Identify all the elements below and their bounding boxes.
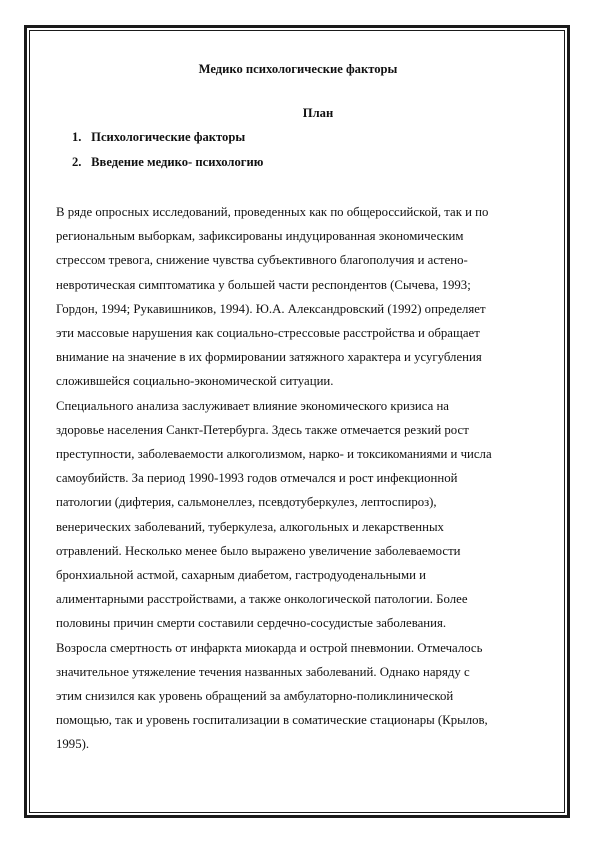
body-text: [56, 200, 536, 757]
body-line: невротическая симптоматика у большей части респондентов (Сычева, 1993;: [56, 277, 471, 292]
body-line: здоровье населения Санкт-Петербурга. Здесь также отмечается резкий рост: [56, 422, 469, 437]
plan-heading: План: [302, 106, 334, 120]
body-line: В ряде опросных исследований, проведенных как по общероссийской, так и по: [56, 205, 489, 219]
body-line: бронхиальной астмой, сахарным диабетом, гастродуоденальными и: [56, 568, 427, 583]
body-line: этим снизился как уровень обращений за амбулаторно-поликлинической: [56, 689, 454, 704]
body-line: патологии (дифтерия, сальмонеллез, псевдотуберкулез, лептоспироз),: [56, 495, 437, 510]
document-title: Медико психологические факторы: [198, 62, 398, 76]
body-line: половины причин смерти составили сердечно-сосудистые заболевания.: [56, 616, 447, 631]
body-line: внимание на значение в их формировании затяжного характера и усугубления: [56, 350, 482, 365]
body-line: Возросла смертность от инфаркта миокарда и острой пневмонии. Отмечалось: [56, 640, 483, 655]
plan-list: [72, 128, 263, 178]
body-line: значительное утяжеление течения названных заболеваний. Однако наряду с: [56, 664, 470, 679]
body-line: самоубийств. За период 1990-1993 годов отмечался и рост инфекционной: [56, 471, 458, 486]
plan-item: [72, 153, 263, 178]
body-line: эти массовые нарушения как социально-стрессовые расстройства и обращает: [56, 326, 480, 341]
body-line: помощью, так и уровень госпитализации в соматические стационары (Крылов,: [56, 713, 488, 728]
plan-item-number: 2.: [72, 155, 82, 169]
plan-item: [72, 128, 263, 153]
body-line: преступности, заболеваемости алкоголизмом, нарко- и токсикоманиями и числа: [56, 447, 492, 462]
body-line: Гордон, 1994; Рукавишников, 1994). Ю.А. Александровский (1992) определяет: [56, 301, 486, 316]
plan-item-number: 1.: [72, 130, 82, 144]
body-line: Специального анализа заслуживает влияние экономического кризиса на: [56, 398, 449, 413]
body-line: алиментарными расстройствами, а также онкологической патологии. Более: [56, 592, 468, 607]
plan-item-text: Введение медико- психологию: [91, 155, 264, 169]
body-line: 1995).: [56, 737, 90, 752]
body-line: сложившейся социально-экономической ситуации.: [56, 374, 334, 389]
body-line: стрессом тревога, снижение чувства субъективного благополучия и астено-: [56, 253, 468, 268]
body-line: отравлений. Несколько менее было выражено увеличение заболеваемости: [56, 543, 461, 558]
plan-item-text: Психологические факторы: [91, 130, 246, 144]
body-line: венерических заболеваний, туберкулеза, алкогольных и лекарственных: [56, 519, 444, 534]
body-line: региональным выборкам, зафиксированы индуцированная экономическим: [56, 229, 464, 244]
